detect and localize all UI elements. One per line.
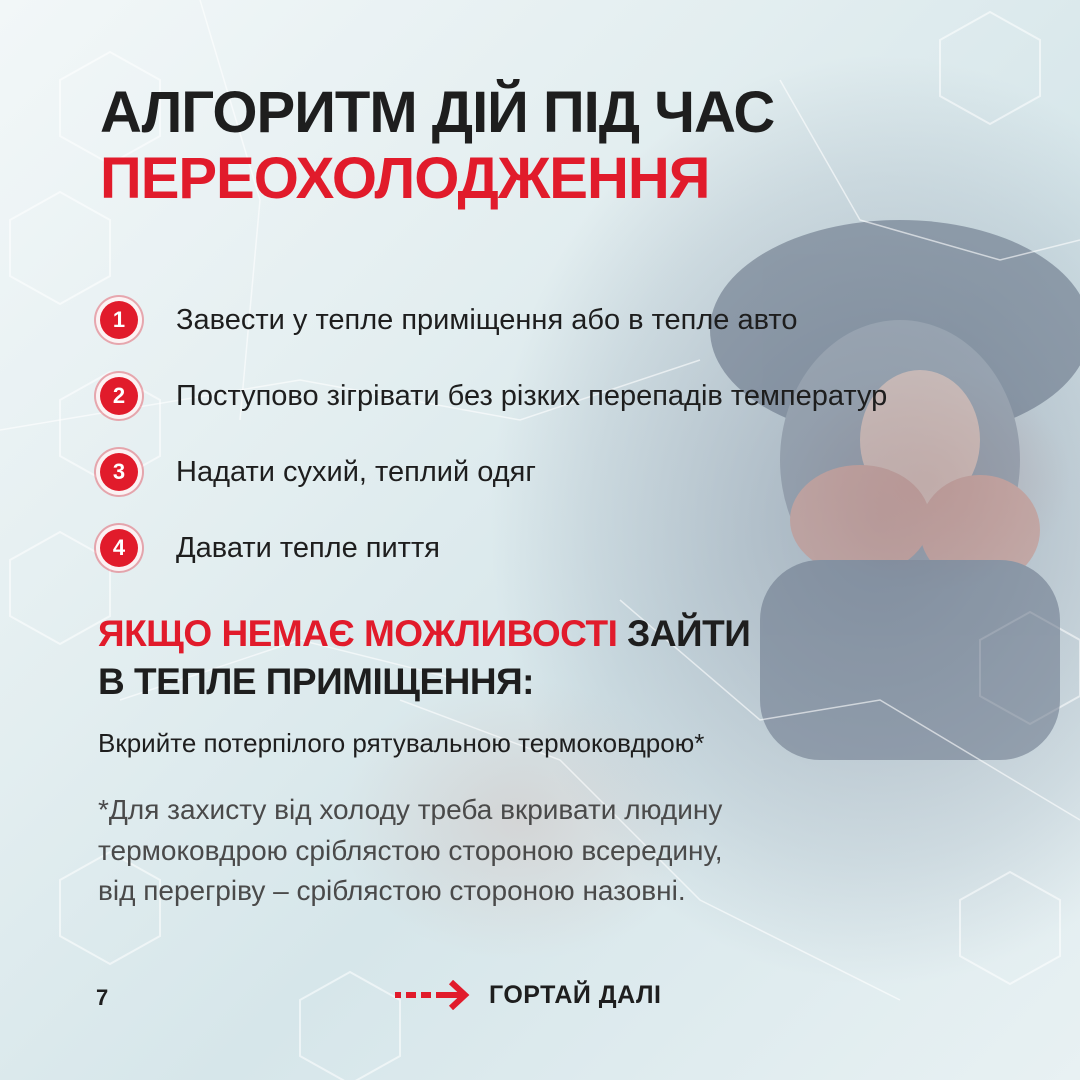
step-text: Надати сухий, теплий одяг bbox=[176, 455, 536, 488]
step-item bbox=[100, 358, 1070, 434]
step-text: Завести у тепле приміщення або в тепле авто bbox=[176, 303, 798, 336]
page-title bbox=[100, 80, 774, 212]
footnote-line-2: термоковдрою сріблястою стороною всередину, bbox=[98, 834, 723, 866]
title-line-1: АЛГОРИТМ ДІЙ ПІД ЧАС bbox=[100, 80, 775, 145]
next-label: ГОРТАЙ ДАЛІ bbox=[489, 980, 662, 1009]
footnote bbox=[98, 790, 998, 912]
footnote-line-1: *Для захисту від холоду треба вкривати людину bbox=[98, 794, 723, 825]
cover-instruction: Вкрийте потерпілого рятувальною термоковдрою* bbox=[98, 728, 705, 758]
subheading-line-2: В ТЕПЛЕ ПРИМІЩЕННЯ: bbox=[98, 661, 534, 703]
step-item bbox=[100, 282, 1070, 358]
step-number-badge: 2 bbox=[100, 377, 138, 415]
step-item bbox=[100, 434, 1070, 510]
step-text: Поступово зігрівати без різких перепадів температур bbox=[176, 379, 888, 412]
subheading bbox=[98, 610, 750, 706]
subheading-highlight: ЯКЩО НЕМАЄ МОЖЛИВОСТІ bbox=[98, 613, 618, 654]
title-line-2: ПЕРЕОХОЛОДЖЕННЯ bbox=[100, 146, 710, 212]
footnote-line-3: від перегріву – сріблястою стороною назовні. bbox=[98, 875, 686, 907]
step-item bbox=[100, 510, 1070, 586]
subheading-rest: ЗАЙТИ bbox=[627, 613, 751, 654]
step-number-badge: 3 bbox=[100, 453, 138, 491]
step-number-badge: 1 bbox=[100, 301, 138, 339]
dashed-arrow-right-icon bbox=[395, 980, 475, 1010]
step-text: Давати тепле пиття bbox=[176, 531, 440, 564]
steps-list bbox=[100, 282, 1070, 586]
step-number-badge: 4 bbox=[100, 529, 138, 567]
page-number: 7 bbox=[96, 985, 109, 1010]
next-slide-link[interactable] bbox=[395, 980, 661, 1010]
